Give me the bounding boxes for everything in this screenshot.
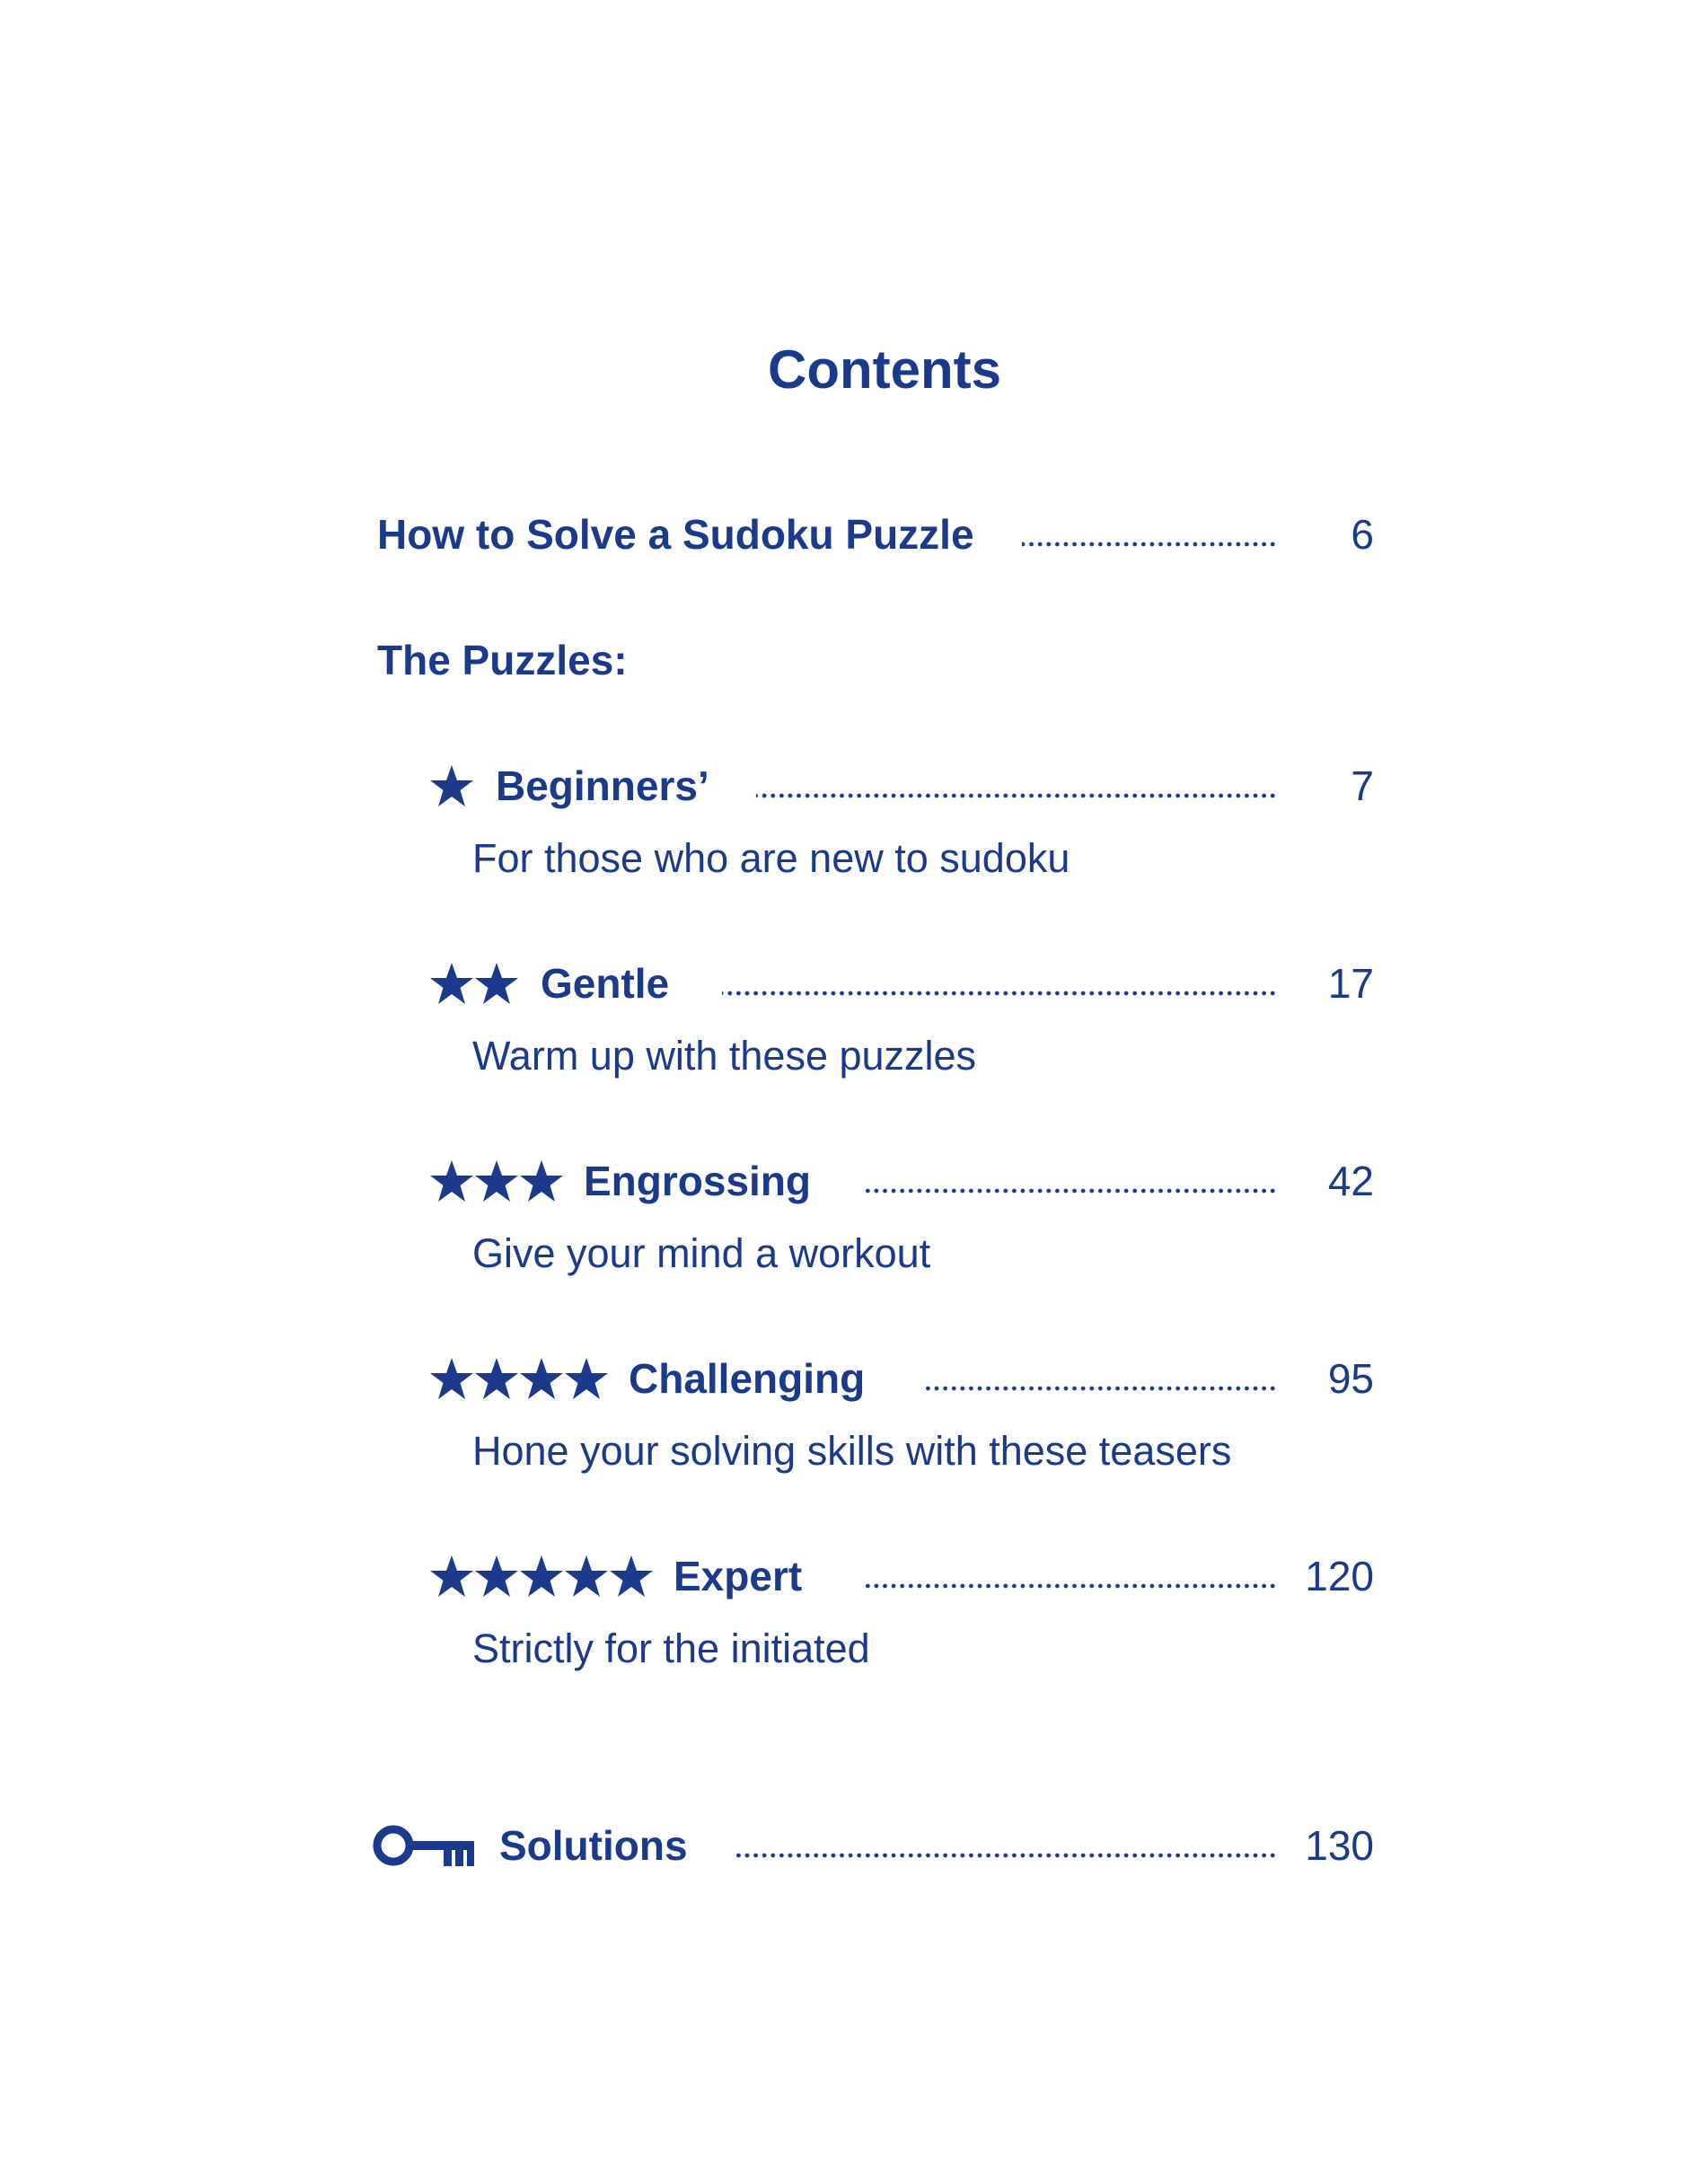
star-icon xyxy=(564,1356,609,1401)
difficulty-stars xyxy=(429,957,519,1009)
star-icon xyxy=(429,961,474,1006)
toc-entry-engrossing[interactable] xyxy=(0,1150,1708,1212)
toc-entry-label: Expert xyxy=(674,1553,803,1599)
toc-entry-label: Engrossing xyxy=(584,1158,812,1204)
difficulty-stars xyxy=(429,1550,654,1602)
star-icon xyxy=(474,1356,519,1401)
level-description: Warm up with these puzzles xyxy=(472,1033,977,1079)
toc-entry-beginners[interactable] xyxy=(0,754,1708,817)
star-icon xyxy=(609,1554,654,1599)
difficulty-stars xyxy=(429,760,474,812)
section-heading-label: The Puzzles: xyxy=(377,637,628,683)
star-icon xyxy=(519,1554,564,1599)
toc-entry-label: How to Solve a Sudoku Puzzle xyxy=(377,511,974,558)
page-title: Contents xyxy=(768,339,1001,400)
star-icon xyxy=(429,1554,474,1599)
toc-entry-solutions[interactable] xyxy=(0,1814,1708,1877)
section-heading xyxy=(0,629,1708,692)
level-description: Hone your solving skills with these teasers xyxy=(472,1428,1232,1474)
star-icon xyxy=(519,1356,564,1401)
star-icon xyxy=(474,1158,519,1203)
toc-page-number: 7 xyxy=(1351,762,1374,809)
star-icon xyxy=(429,763,474,808)
star-icon xyxy=(474,1554,519,1599)
key-icon xyxy=(372,1818,480,1873)
toc-entry-expert[interactable] xyxy=(0,1545,1708,1608)
difficulty-stars xyxy=(429,1352,609,1405)
toc-page-number: 42 xyxy=(1327,1158,1374,1204)
toc-page-number: 6 xyxy=(1351,511,1374,558)
star-icon xyxy=(519,1158,564,1203)
star-icon xyxy=(429,1158,474,1203)
level-description: For those who are new to sudoku xyxy=(472,835,1070,881)
toc-page-number: 120 xyxy=(1305,1553,1374,1599)
toc-page-number: 17 xyxy=(1327,960,1374,1007)
level-description: Give your mind a workout xyxy=(472,1230,931,1276)
toc-entry-challenging[interactable] xyxy=(0,1347,1708,1410)
star-icon xyxy=(429,1356,474,1401)
toc-entry-label: Gentle xyxy=(541,960,670,1007)
star-icon xyxy=(564,1554,609,1599)
toc-page-number: 130 xyxy=(1305,1822,1374,1869)
toc-entry-how-to-solve[interactable] xyxy=(0,503,1708,566)
difficulty-stars xyxy=(429,1155,564,1207)
star-icon xyxy=(474,961,519,1006)
toc-entry-label: Challenging xyxy=(629,1355,866,1402)
toc-entry-label: Beginners’ xyxy=(496,762,709,809)
toc-page-number: 95 xyxy=(1327,1355,1374,1402)
level-description: Strictly for the initiated xyxy=(472,1625,870,1671)
toc-entry-label: Solutions xyxy=(499,1822,688,1869)
toc-entry-gentle[interactable] xyxy=(0,952,1708,1015)
